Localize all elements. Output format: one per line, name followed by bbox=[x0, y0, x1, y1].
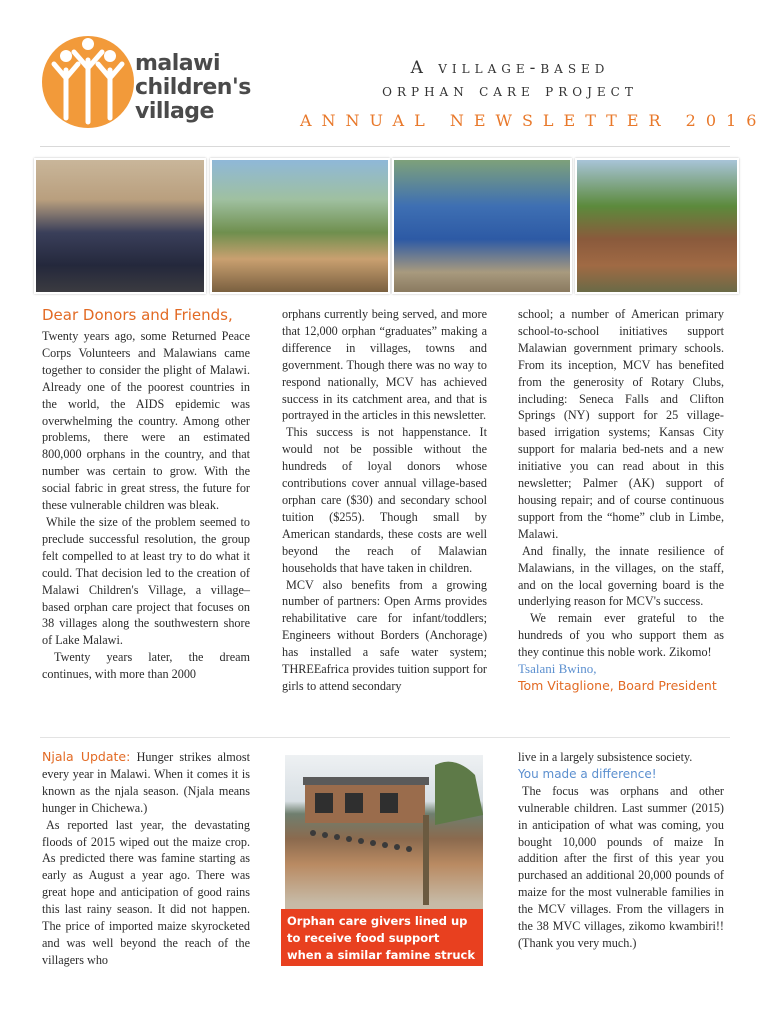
letter-paragraph: MCV also benefits from a growing number of partners: Open Arms provides rehabilitative care for infant/toddlers; Engineers without Borders (Anchorage) has installed a safe water system; THREEafrica provides tuition support for girls to attend secondary bbox=[282, 577, 487, 693]
photo-group-of-students bbox=[34, 158, 206, 294]
njala-lead-text: Hunger strikes almost every year in Malawi. When it comes it is known as the njala season. (Njala means hunger in Chichewa.) bbox=[42, 750, 251, 815]
title-line-2: orphan care project bbox=[382, 81, 638, 101]
photo-children-in-uniform bbox=[392, 158, 572, 294]
photo-caption: Orphan care givers lined up to receive food support when a similar famine struck in 2005. bbox=[281, 909, 483, 966]
photo-caregivers-handover bbox=[210, 158, 390, 294]
newsletter-title: ANNUAL NEWSLETTER 2016 bbox=[300, 111, 767, 130]
njala-lead-paragraph bbox=[42, 749, 250, 817]
logo-line-1: malawi bbox=[135, 51, 221, 76]
letter-paragraph: Twenty years ago, some Returned Peace Corps Volunteers and Malawians came together to consider the plight of Malawi. Already one of the poorest countries in the world, the AIDS epidemic was overwhelming the country. Among other problems, there were an estimated 800,000 orphans in the country, and that number was certain to grow. With the social fabric in great stress, the future for these vulnerable children was bleak. bbox=[42, 329, 250, 513]
letter-paragraph: orphans currently being served, and more that 12,000 orphan “graduates” making a difference in villages, towns and government. Though there was no way to respond nationally, MCV has achieved success in its catchment area, and that is portrayed in the articles in this newsletter. bbox=[282, 307, 487, 423]
letter-signoff: Tsalani Bwino, bbox=[518, 661, 597, 677]
letter-signer: Tom Vitaglione, Board President bbox=[518, 677, 717, 693]
njala-paragraph: As reported last year, the devastating floods of 2015 wiped out the maize crop. As predicted there was famine starting as early as August a year ago. There was great hope and anticipation of good rains this last rainy season. It did not happen. The price of imported maize skyrocketed and was well beyond the reach of the villagers who bbox=[42, 817, 250, 967]
letter-paragraph: school; a number of American primary school-to-school initiatives support Malawian government primary schools. From its inception, MCV has benefited from the generosity of Rotary Clubs, including: Seneca Falls and Clifton Springs (NY) support for 25 village-based irrigation systems; Kansas City support for malaria bed-nets and a new initiative you can read about in this newsletter; Palmer (AK) support of housing repair; and of course continuous support from the “home” club in Limbe, Malawi. bbox=[518, 307, 724, 541]
logo-line-2: children's bbox=[135, 75, 251, 100]
njala-column-1 bbox=[42, 749, 250, 969]
letter-column-2 bbox=[282, 306, 487, 695]
section-divider bbox=[40, 737, 730, 738]
header-divider bbox=[40, 146, 730, 147]
photo-housing-construction bbox=[575, 158, 739, 294]
letter-greeting: Dear Donors and Friends, bbox=[42, 306, 233, 324]
njala-column-3 bbox=[518, 749, 724, 952]
njala-continued: live in a largely subsistence society. bbox=[518, 750, 693, 764]
njala-heading: Njala Update: bbox=[42, 749, 131, 764]
letter-paragraph: While the size of the problem seemed to preclude successful resolution, the group felt compelled to at least try to do what it could. That decision led to the creation of Malawi Children's Village, a village–based orphan care project that focuses on 38 villages along the southwestern shore of Lake Malawi. bbox=[42, 514, 250, 648]
difference-paragraph: The focus was orphans and other vulnerable children. Last summer (2015) in anticipation of what was coming, you bought 10,000 pounds of maize In addition after the first of this year you purchased an additional 20,000 pounds of maize for the most vulnerable families in the MCV villages. From the villagers in the 38 MVC villages, zikomo kwambiri!! (Thank you very much.) bbox=[518, 783, 724, 950]
difference-heading: You made a difference! bbox=[518, 766, 657, 781]
letter-paragraph: And finally, the innate resilience of Malawians, in the villages, on the staff, and on the local governing board is the underlying reason for MCV's success. bbox=[518, 543, 724, 609]
letter-column-3 bbox=[518, 306, 724, 695]
letter-column-1 bbox=[42, 328, 250, 683]
logo-wordmark bbox=[135, 52, 275, 124]
logo-icon bbox=[38, 30, 138, 130]
letter-paragraph: We remain ever grateful to the hundreds of you who support them as they continue this noble work. Zikomo! bbox=[518, 611, 724, 660]
title-line-1: A village-based bbox=[410, 58, 610, 78]
logo-line-3: village bbox=[135, 99, 214, 124]
letter-paragraph: This success is not happenstance. It would not be possible without the hundreds of loyal donors whose contributions cover annual village-based orphan care ($30) and secondary school tuition ($255). Though small by American standards, these costs are well beyond the reach of Malawian households that have taken in children. bbox=[282, 425, 487, 575]
letter-paragraph: Twenty years later, the dream continues, with more than 2000 bbox=[42, 650, 250, 682]
